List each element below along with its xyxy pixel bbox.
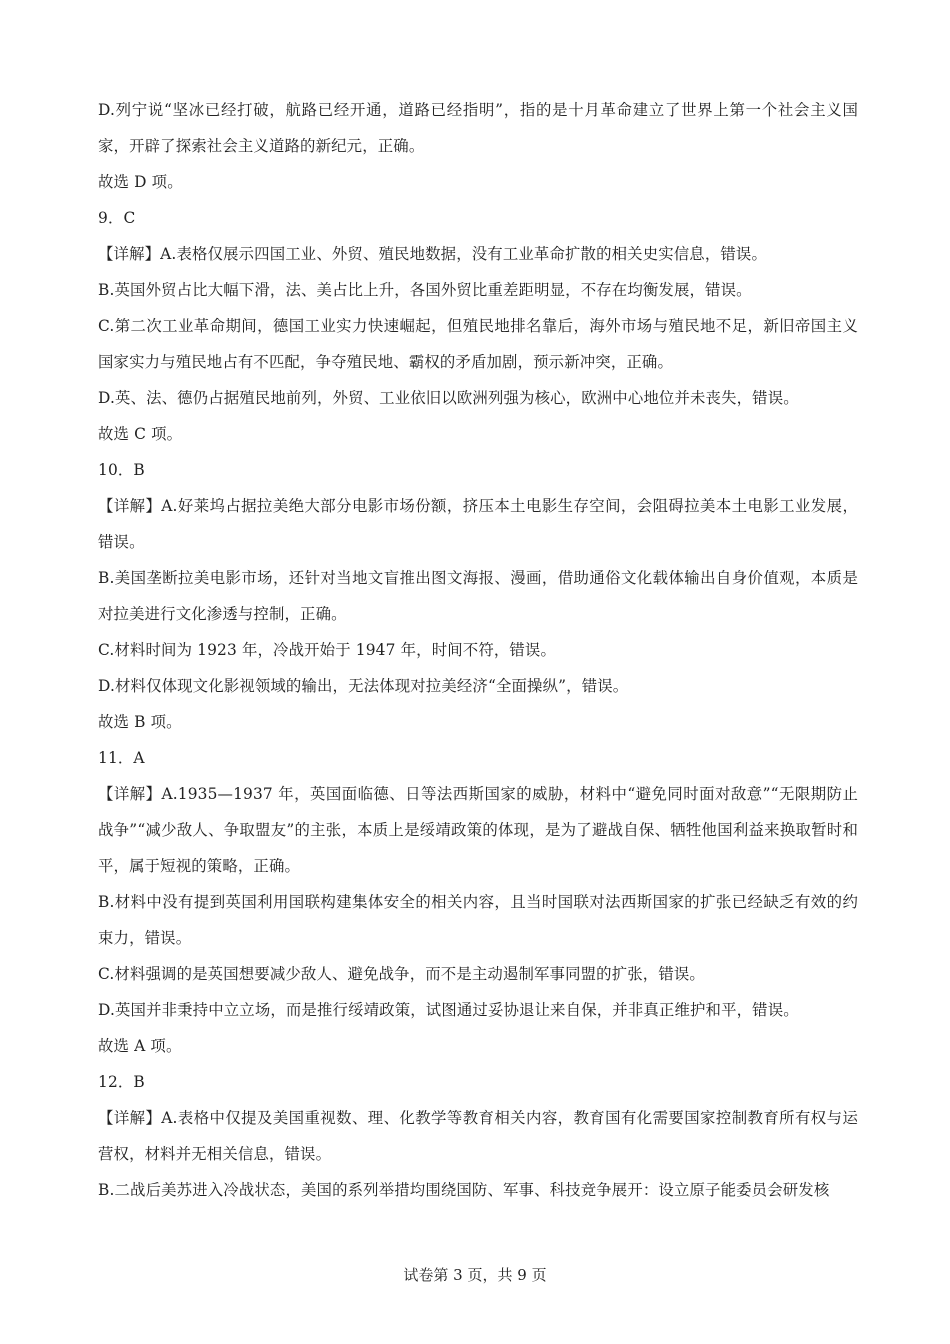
question-answer-heading: 11．A <box>98 749 145 767</box>
paragraph: C.材料时间为 1923 年，冷战开始于 1947 年，时间不符，错误。 <box>98 641 557 659</box>
paragraph: 故选 A 项。 <box>98 1037 182 1055</box>
paragraph: 【详解】A.1935—1937 年，英国面临德、日等法西斯国家的威胁，材料中“避免同时面对敌意”“无限期防止战争”“减少敌人、争取盟友”的主张，本质上是绥靖政策的体现，是为了避战自保、牺牲他国利益来换取暂时和平，属于短视的策略，正确。 <box>98 785 858 875</box>
paragraph: D.列宁说“坚冰已经打破，航路已经开通，道路已经指明”，指的是十月革命建立了世界上第一个社会主义国家，开辟了探索社会主义道路的新纪元，正确。 <box>98 101 858 155</box>
question-answer-heading: 12．B <box>98 1073 145 1091</box>
paragraph: B.英国外贸占比大幅下滑，法、美占比上升，各国外贸比重差距明显，不存在均衡发展，错误。 <box>98 281 752 299</box>
paragraph: 故选 C 项。 <box>98 425 183 443</box>
paragraph: D.英、法、德仍占据殖民地前列，外贸、工业依旧以欧洲列强为核心，欧洲中心地位并未丧失，错误。 <box>98 389 799 407</box>
paragraph: 【详解】A.表格中仅提及美国重视数、理、化教学等教育相关内容，教育国有化需要国家控制教育所有权与运营权，材料并无相关信息，错误。 <box>98 1109 858 1163</box>
paragraph: C.第二次工业革命期间，德国工业实力快速崛起，但殖民地排名靠后，海外市场与殖民地不足，新旧帝国主义国家实力与殖民地占有不匹配，争夺殖民地、霸权的矛盾加剧，预示新冲突，正确。 <box>98 317 858 371</box>
paragraph: 【详解】A.表格仅展示四国工业、外贸、殖民地数据，没有工业革命扩散的相关史实信息，错误。 <box>98 245 768 263</box>
answer-explanations <box>98 92 858 1208</box>
paragraph: 故选 B 项。 <box>98 713 182 731</box>
paragraph: D.材料仅体现文化影视领域的输出，无法体现对拉美经济“全面操纵”，错误。 <box>98 677 629 695</box>
page-footer: 试卷第 3 页，共 9 页 <box>403 1266 547 1284</box>
paragraph: 【详解】A.好莱坞占据拉美绝大部分电影市场份额，挤压本土电影生存空间，会阻碍拉美本土电影工业发展，错误。 <box>98 497 858 551</box>
paragraph: B.美国垄断拉美电影市场，还针对当地文盲推出图文海报、漫画，借助通俗文化载体输出自身价值观，本质是对拉美进行文化渗透与控制，正确。 <box>98 569 858 623</box>
question-answer-heading: 10．B <box>98 461 145 479</box>
question-answer-heading: 9．C <box>98 209 136 227</box>
paragraph: B.二战后美苏进入冷战状态，美国的系列举措均围绕国防、军事、科技竞争展开：设立原子能委员会研发核 <box>98 1181 830 1199</box>
paragraph: B.材料中没有提到英国利用国联构建集体安全的相关内容，且当时国联对法西斯国家的扩张已经缺乏有效的约束力，错误。 <box>98 893 858 947</box>
paragraph: 故选 D 项。 <box>98 173 183 191</box>
paragraph: C.材料强调的是英国想要减少敌人、避免战争，而不是主动遏制军事同盟的扩张，错误。 <box>98 965 705 983</box>
paragraph: D.英国并非秉持中立立场，而是推行绥靖政策，试图通过妥协退让来自保，并非真正维护和平，错误。 <box>98 1001 799 1019</box>
